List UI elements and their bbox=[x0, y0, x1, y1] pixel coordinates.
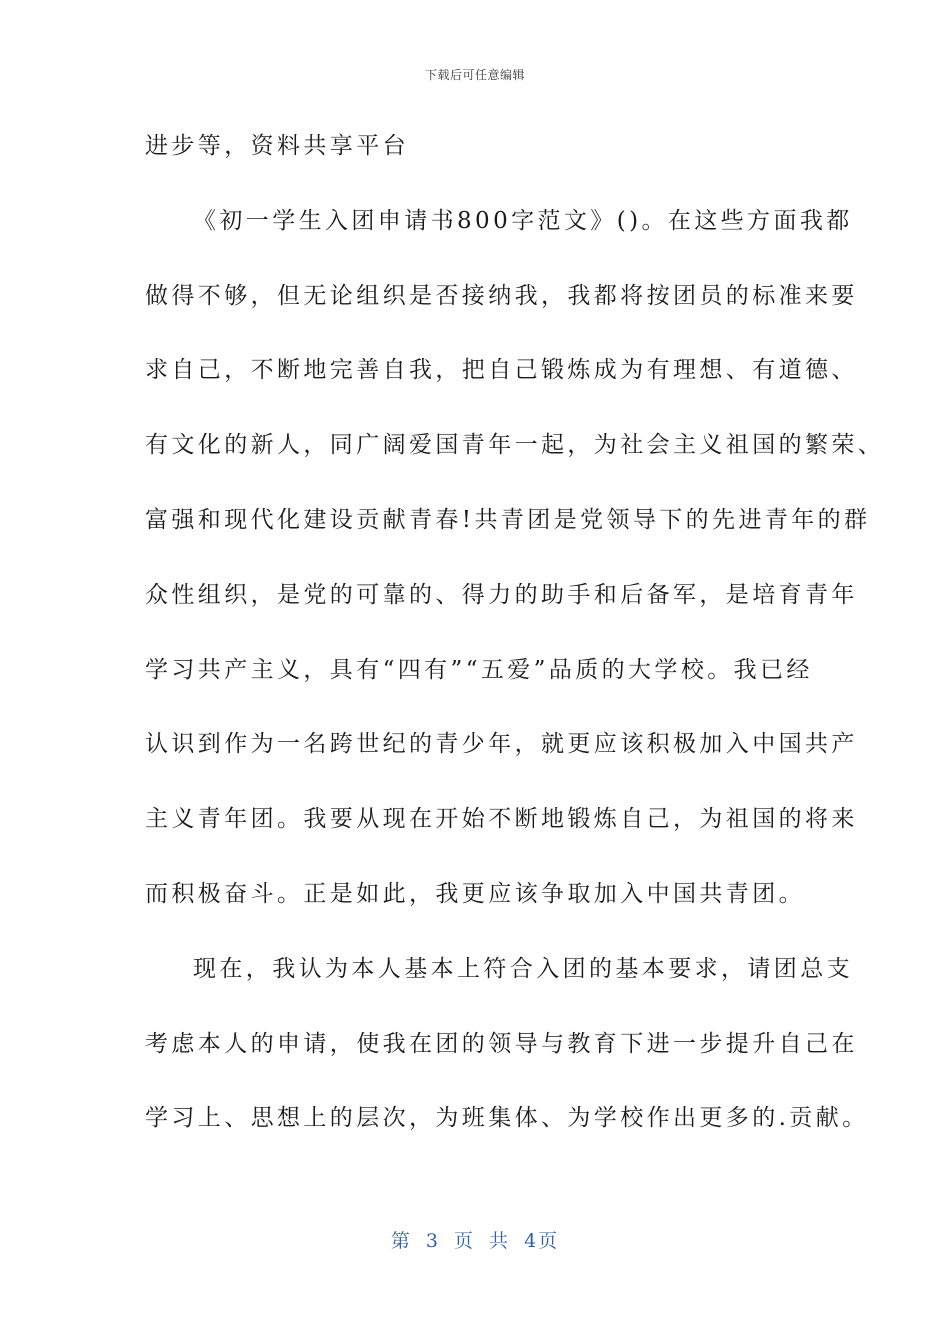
text-line: 进步等，资料共享平台 bbox=[145, 133, 409, 159]
text-line: 考虑本人的申请，使我在团的领导与教育下进一步提升自己在 bbox=[145, 1030, 858, 1057]
text-line: 有文化的新人，同广阔爱国青年一起，为社会主义祖国的繁荣、 bbox=[145, 432, 885, 459]
text-line: 认识到作为一名跨世纪的青少年，就更应该积极加入中国共产 bbox=[145, 731, 858, 758]
text-line: 《初一学生入团申请书800字范文》()。在这些方面我都 bbox=[193, 207, 853, 234]
text-line: 主义青年团。我要从现在开始不断地锻炼自己，为祖国的将来 bbox=[145, 806, 858, 833]
text-line: 众性组织，是党的可靠的、得力的助手和后备军，是培育青年 bbox=[145, 581, 858, 608]
text-line: 学习共产主义，具有“四有”“五爱”品质的大学校。我已经 bbox=[145, 656, 813, 683]
text-line: 富强和现代化建设贡献青春!共青团是党领导下的先进青年的群 bbox=[145, 506, 871, 533]
text-line: 而积极奋斗。正是如此，我更应该争取加入中国共青团。 bbox=[145, 880, 805, 907]
text-line: 现在，我认为本人基本上符合入团的基本要求，请团总支 bbox=[193, 955, 853, 982]
header-note: 下载后可任意编辑 bbox=[424, 68, 525, 82]
page-indicator: 第 3 页 共 4页 bbox=[390, 1230, 560, 1252]
body-text bbox=[145, 126, 885, 1173]
text-line: 做得不够，但无论组织是否接纳我，我都将按团员的标准来要 bbox=[145, 282, 858, 309]
text-line: 求自己，不断地完善自我，把自己锻炼成为有理想、有道德、 bbox=[145, 357, 858, 384]
text-line: 学习上、思想上的层次，为班集体、为学校作出更多的.贡献。 bbox=[145, 1105, 869, 1132]
